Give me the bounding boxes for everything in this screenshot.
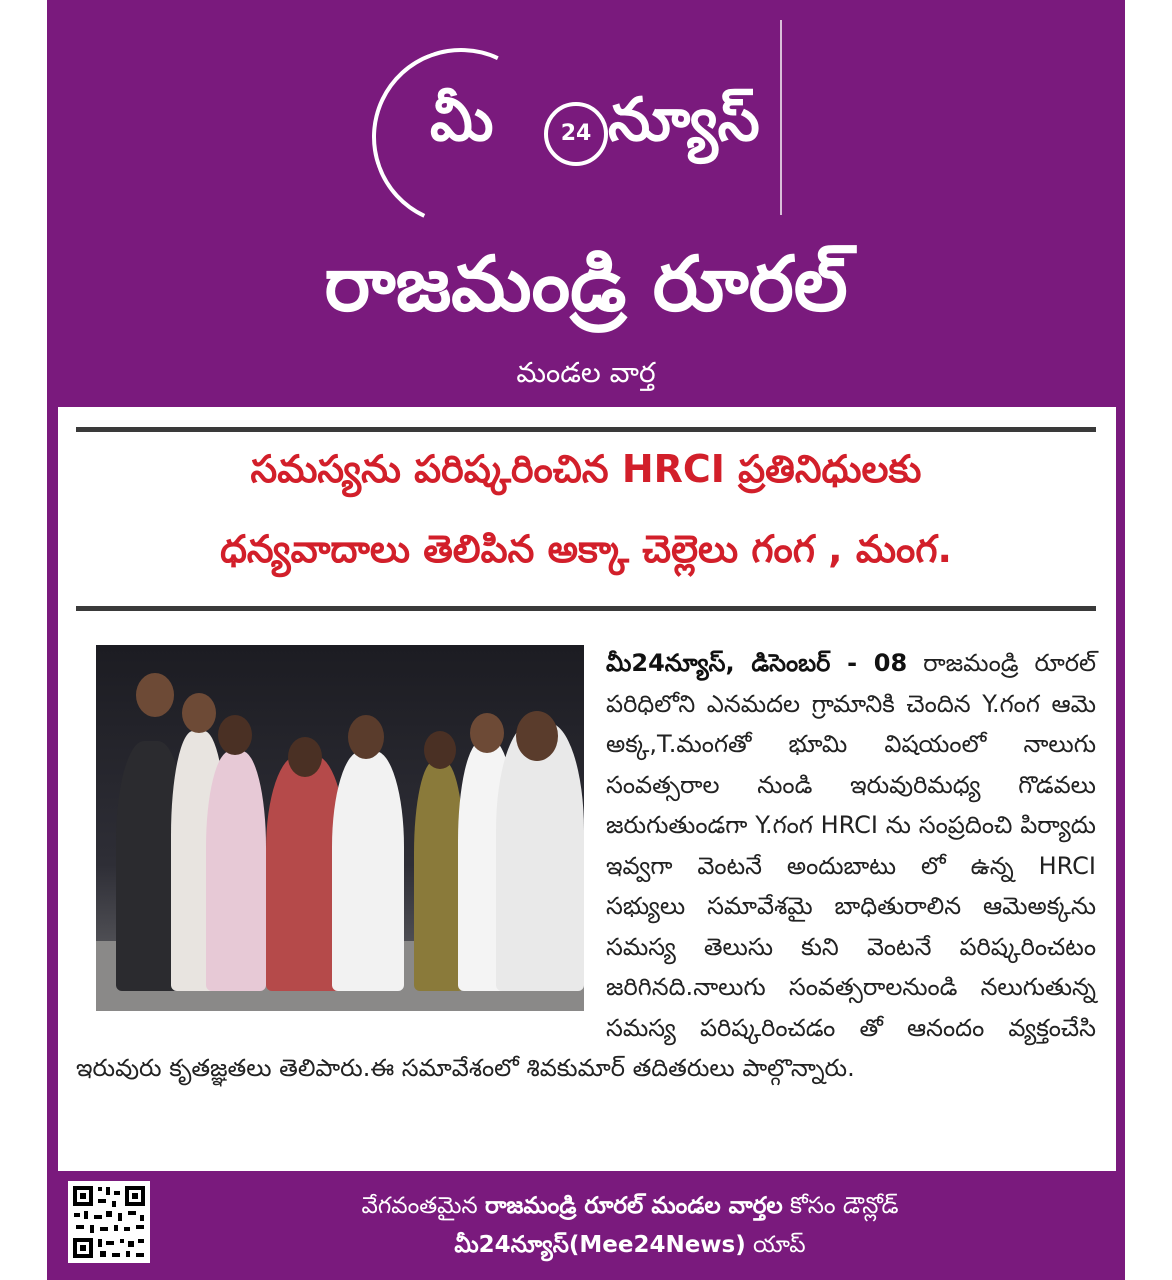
- clock-icon: 24: [544, 102, 608, 166]
- headline-line-1: సమస్యను పరిష్కరించిన HRCI ప్రతినిధులకు: [250, 447, 922, 491]
- article-dateline: మీ24న్యూస్, డిసెంబర్ - 08: [606, 649, 908, 677]
- logo-text-b: న్యూస్: [608, 85, 760, 155]
- brand-logo: [372, 20, 792, 220]
- logo-text-a: మీ: [430, 85, 494, 155]
- region-title: రాజమండ్రి రూరల్: [324, 239, 848, 328]
- app-name: మీ24న్యూస్(Mee24News): [454, 1232, 746, 1258]
- footer-line-1: వేగవంతమైన రాజమండ్రి రూరల్ మండల వార్తల కోసం డౌన్లోడ్: [361, 1193, 899, 1219]
- headline-top-rule: [76, 427, 1096, 432]
- headline-bottom-rule: [76, 606, 1096, 611]
- footer-highlight: రాజమండ్రి రూరల్ మండల వార్తల: [484, 1193, 783, 1219]
- article-panel: [58, 407, 1116, 1171]
- headline-line-2: ధన్యవాదాలు తెలిపిన అక్కా చెల్లెలు గంగ , మంగ.: [220, 527, 952, 571]
- qr-code-icon[interactable]: [68, 1181, 150, 1263]
- header-divider: [780, 20, 782, 215]
- region-subtitle: మండల వార్త: [516, 356, 656, 389]
- article-text: రాజమండ్రి రూరల్ పరిధిలోని ఎనమదల గ్రామానికి చెందిన Y.గంగ ఆమె అక్క,T.మంగతో భూమి విషయంలో నాలుగు సంవత్సరాల నుండి ఇరువురిమధ్య గొడవలు జరుగుతుండగా Y.గంగ HRCI ను సంప్రదించి పిర్యాదు ఇవ్వగా వెంటనే అందుబాటు లో ఉన్న HRCI సభ్యులు సమావేశమై బాధితురాలిన ఆమెఅక్కను సమస్య తెలుసు కుని వెంటనే పరిష్కరించటం జరిగినది.నాలుగు సంవత్సరాలనుండి నలుగుతున్న సమస్య పరిష్కరించడం తో ఆనందం వ్యక్తంచేసి ఇరువురు కృతజ్ఞతలు తెలిపారు.ఈ సమావేశంలో శివకుమార్ తదితరులు పాల్గొన్నారు.: [76, 649, 1096, 1082]
- news-photo: [96, 645, 584, 1011]
- footer-line-2: మీ24న్యూస్(Mee24News) యాప్: [454, 1232, 806, 1258]
